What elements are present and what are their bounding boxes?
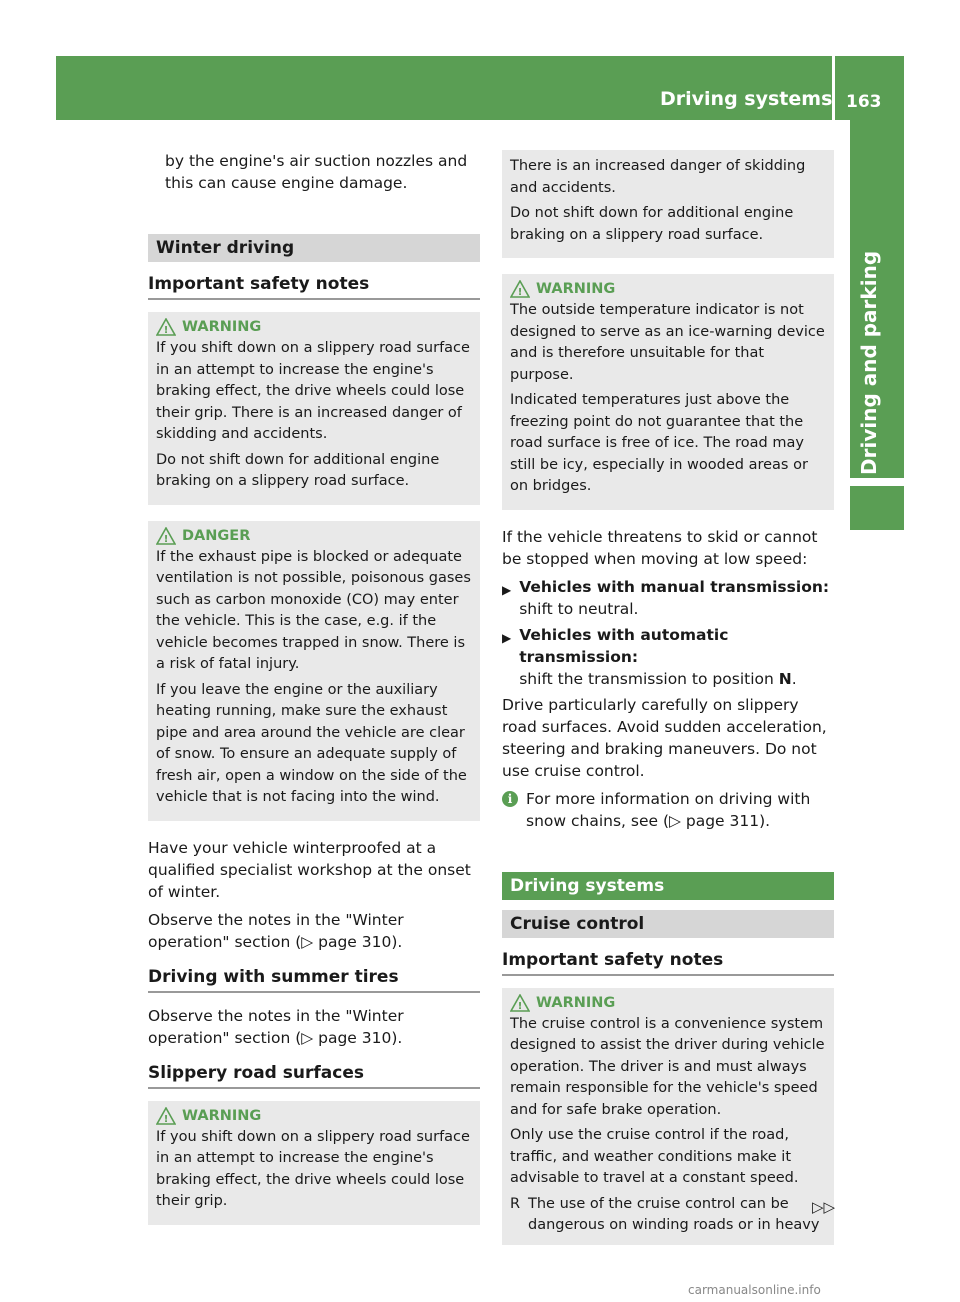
warning-header: [156, 1107, 472, 1125]
side-tab-label: Driving and parking: [857, 250, 881, 475]
step-arrow-icon: ▶: [502, 630, 512, 645]
warning-box: [502, 274, 834, 510]
subhead-safety-notes: Important safety notes: [502, 950, 834, 976]
warning-text: The outside temperature indicator is not designed to serve as an ice-warning device and is therefore unsuitable for that purpose.: [510, 302, 825, 383]
danger-label: DANGER: [182, 527, 251, 544]
warning-text: Do not shift down for additional engine braking on a slippery road surface.: [156, 451, 440, 489]
bullet-icon: R: [510, 1195, 521, 1212]
subhead-safety-notes: Important safety notes: [148, 274, 480, 300]
step-text-end: .: [791, 669, 797, 688]
svg-text:!: !: [517, 1000, 523, 1012]
gear-position: N: [778, 669, 792, 688]
warning-header: [510, 994, 826, 1012]
subhead-slippery-roads: Slippery road surfaces: [148, 1063, 480, 1089]
warning-text: The cruise control is a convenience system designed to assist the driver during vehicle operation. The driver is and must always remain responsible for the vehicle's speed and for safe brake operation.: [510, 1015, 825, 1118]
step-text: shift the transmission to position: [519, 669, 779, 688]
warning-box-continued: [502, 150, 834, 258]
warning-text: Do not shift down for additional engine braking on a slippery road surface.: [510, 205, 794, 243]
warning-box: [148, 1101, 480, 1225]
warning-box: [148, 312, 480, 505]
step-text: shift to neutral.: [519, 599, 639, 618]
body-text: Observe the notes in the "Winter operation" section (▷ page 310).: [148, 1006, 404, 1047]
warning-text: If you shift down on a slippery road surface in an attempt to increase the engine's braking effect, the drive wheels could lose their grip. There is an increased danger of skidding and accidents.: [156, 340, 470, 442]
warning-triangle-icon: [156, 318, 176, 336]
step-title: Vehicles with manual transmission:: [519, 577, 830, 596]
svg-text:!: !: [163, 325, 169, 336]
warning-triangle-icon: [510, 994, 530, 1012]
step-item: [502, 624, 834, 690]
warning-box: [502, 988, 834, 1245]
step-arrow-icon: ▶: [502, 582, 512, 597]
danger-text: If the exhaust pipe is blocked or adequate ventilation is not possible, poisonous gases such as carbon monoxide (CO) may enter the vehicle. This is the case, e.g. if the vehicle becomes trapped in snow. There is a risk of fatal injury.: [156, 548, 471, 672]
page-number: 163: [846, 92, 882, 112]
body-text: Have your vehicle winterproofed at a qualified specialist workshop at the onset of winter.: [148, 838, 471, 901]
bullet-text: The use of the cruise control can be dangerous on winding roads or in heavy: [528, 1195, 820, 1233]
danger-header: [156, 527, 472, 545]
body-text: Drive particularly carefully on slippery road surfaces. Avoid sudden acceleration, steering and braking maneuvers. Do not use cruise control.: [502, 695, 827, 780]
side-tab-gap: [850, 478, 904, 486]
body-text: Observe the notes in the "Winter operation" section (▷ page 310).: [148, 910, 404, 951]
svg-text:!: !: [517, 287, 523, 298]
warning-label: WARNING: [536, 281, 616, 297]
step-item: [502, 576, 834, 620]
info-note: [502, 788, 834, 832]
section-cruise-control: Cruise control: [502, 910, 834, 938]
warning-text: If you shift down on a slippery road surface in an attempt to increase the engine's braking effect, the drive wheels could lose their grip.: [156, 1128, 470, 1209]
warning-triangle-icon: [510, 280, 530, 298]
warning-triangle-icon: [156, 527, 176, 545]
left-column: [148, 150, 480, 1241]
warning-header: [156, 318, 472, 336]
section-winter-driving: Winter driving: [148, 234, 480, 262]
warning-label: WARNING: [182, 319, 262, 335]
step-title: Vehicles with automatic transmission:: [519, 625, 729, 666]
info-icon: i: [502, 791, 518, 807]
section-driving-systems: Driving systems: [502, 872, 834, 900]
info-text: For more information on driving with snow chains, see (▷ page 311).: [526, 789, 811, 830]
danger-box: [148, 521, 480, 821]
warning-text: Indicated temperatures just above the freezing point do not guarantee that the road surface is free of ice. The road may still be icy, especially in wooded areas or on bridges.: [510, 392, 808, 494]
warning-header: [510, 280, 826, 298]
intro-text: by the engine's air suction nozzles and this can cause engine damage.: [165, 152, 468, 192]
warning-label: WARNING: [182, 1107, 262, 1124]
subhead-summer-tires: Driving with summer tires: [148, 967, 480, 993]
svg-text:!: !: [163, 533, 169, 545]
watermark-text: carmanualsonline.info: [688, 1283, 821, 1297]
body-text: If the vehicle threatens to skid or cannot be stopped when moving at low speed:: [502, 527, 818, 568]
warning-text: There is an increased danger of skidding and accidents.: [510, 158, 806, 196]
bullet-item: [510, 1194, 826, 1237]
warning-label: WARNING: [536, 994, 616, 1011]
warning-triangle-icon: [156, 1107, 176, 1125]
right-column: [502, 150, 834, 1261]
continue-arrows-icon: ▷▷: [812, 1198, 836, 1216]
svg-text:!: !: [163, 1113, 169, 1125]
chapter-title: Driving systems: [660, 88, 833, 110]
warning-text: Only use the cruise control if the road, traffic, and weather conditions make it advisable to travel at a constant speed.: [510, 1127, 799, 1186]
danger-text: If you leave the engine or the auxiliary heating running, make sure the exhaust pipe and area around the vehicle are clear of snow. To ensure an adequate supply of fresh air, open a window on the side of the vehicle that is not facing into the wind.: [156, 681, 467, 805]
header-divider: [832, 56, 835, 120]
